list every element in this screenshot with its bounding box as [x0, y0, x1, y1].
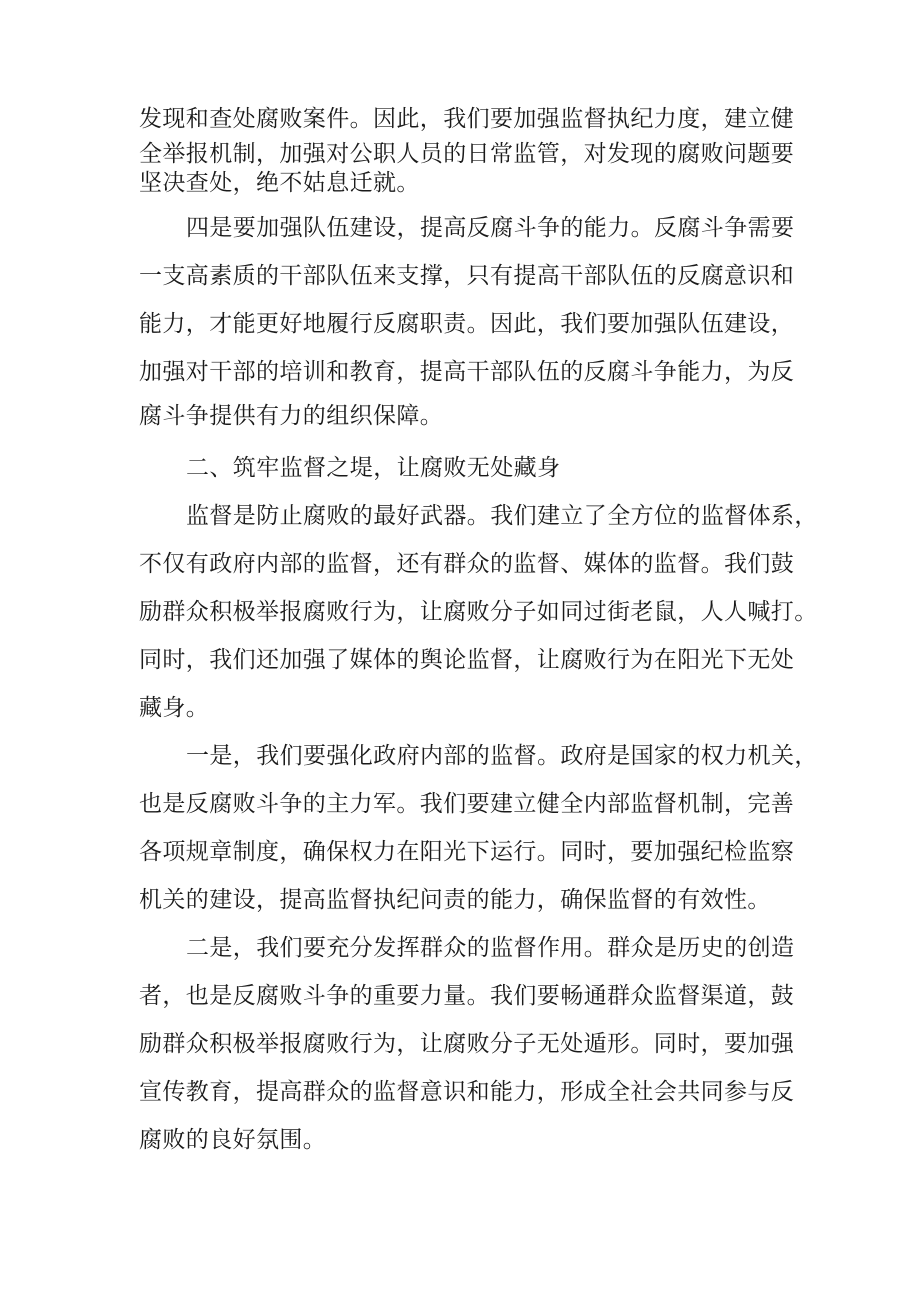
paragraph-start-line: 监督是防止腐败的最好武器。我们建立了全方位的监督体系，: [186, 503, 818, 529]
text-line: 全举报机制，加强对公职人员的日常监管，对发现的腐败问题要: [139, 141, 795, 167]
text-line: 腐败的良好氛围。: [139, 1127, 327, 1153]
paragraph-start-line: 二是，我们要充分发挥群众的监督作用。群众是历史的创造: [186, 935, 795, 961]
text-line: 各项规章制度，确保权力在阳光下运行。同时，要加强纪检监察: [139, 839, 795, 865]
text-line: 坚决查处，绝不姑息迁就。: [139, 170, 420, 196]
text-line: 能力，才能更好地履行反腐职责。因此，我们要加强队伍建设，: [139, 311, 795, 337]
text-line: 发现和查处腐败案件。因此，我们要加强监督执纪力度，建立健: [139, 106, 795, 132]
text-line: 励群众积极举报腐败行为，让腐败分子如同过街老鼠，人人喊打。: [139, 599, 818, 625]
text-line: 加强对干部的培训和教育，提高干部队伍的反腐斗争能力，为反: [139, 359, 795, 385]
text-line: 腐斗争提供有力的组织保障。: [139, 403, 444, 429]
text-line: 一支高素质的干部队伍来支撑，只有提高干部队伍的反腐意识和: [139, 263, 795, 289]
text-line: 不仅有政府内部的监督，还有群众的监督、媒体的监督。我们鼓: [139, 551, 795, 577]
text-line: 者，也是反腐败斗争的重要力量。我们要畅通群众监督渠道，鼓: [139, 983, 795, 1009]
paragraph-start-line: 一是，我们要强化政府内部的监督。政府是国家的权力机关，: [186, 743, 818, 769]
text-line: 机关的建设，提高监督执纪问责的能力，确保监督的有效性。: [139, 887, 771, 913]
text-line: 藏身。: [139, 695, 210, 721]
text-line: 宣传教育，提高群众的监督意识和能力，形成全社会共同参与反: [139, 1079, 795, 1105]
section-heading: 二、筑牢监督之堤，让腐败无处藏身: [186, 455, 561, 481]
text-line: 也是反腐败斗争的主力军。我们要建立健全内部监督机制，完善: [139, 791, 795, 817]
text-line: 同时，我们还加强了媒体的舆论监督，让腐败行为在阳光下无处: [139, 647, 795, 673]
text-line: 励群众积极举报腐败行为，让腐败分子无处遁形。同时，要加强: [139, 1031, 795, 1057]
paragraph-start-line: 四是要加强队伍建设，提高反腐斗争的能力。反腐斗争需要: [186, 215, 795, 241]
